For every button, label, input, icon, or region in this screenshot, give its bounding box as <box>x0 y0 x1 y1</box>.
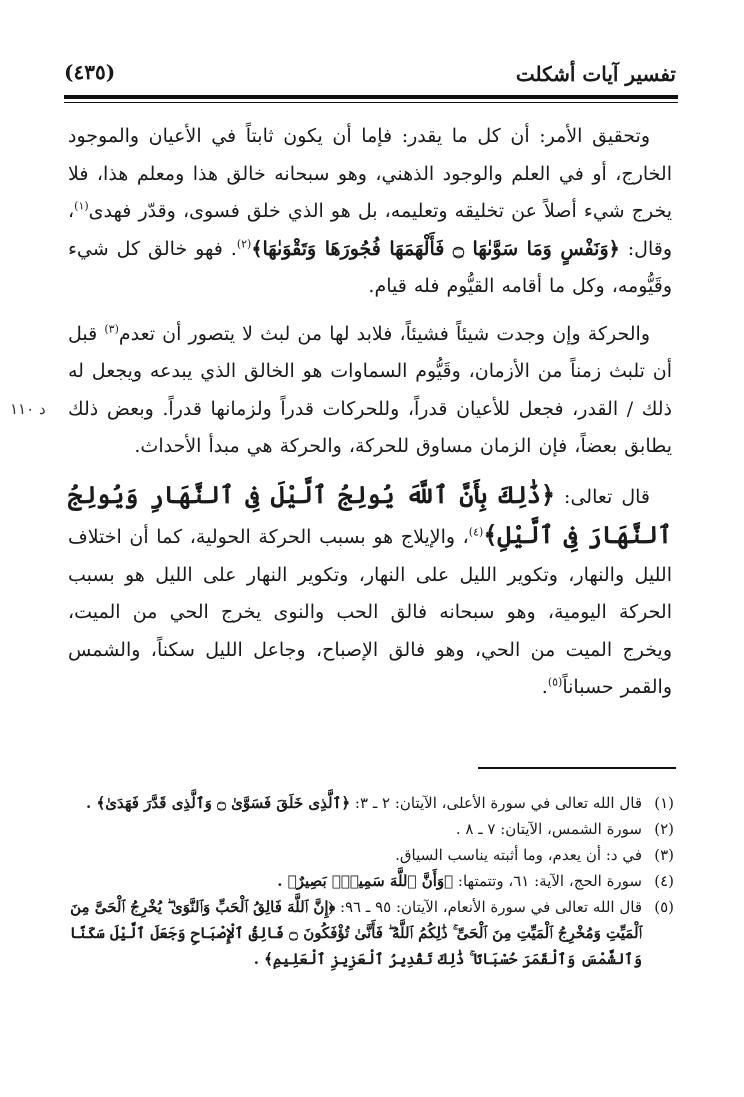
footnote-number: (٢) <box>654 820 674 838</box>
footnote-body: قال الله تعالى في سورة الأنعام، الآيتان: ٩٥ ـ ٩٦: <box>335 898 642 916</box>
page-header <box>64 58 676 94</box>
footnote-2 <box>66 816 674 842</box>
text-span: ، وقال: <box>68 200 672 260</box>
footnote-ref: (٥) <box>547 675 563 689</box>
main-text <box>68 118 672 707</box>
footnote-text <box>66 868 642 894</box>
text-span: . فهو خالق كل شيء وقَيُّومه، وكل ما أقامه القيُّوم فله قيام. <box>68 237 672 297</box>
page-number: (٤٣٥) <box>64 60 116 84</box>
text-span: ، والإيلاج هو بسبب الحركة الحولية، كما أن اختلاف الليل والنهار، وتكوير الليل على النهار، وتكوير النهار على الليل هو بسبب الحركة اليومية، وهو سبحانه فالق الحب والنوى يخرج الحي من الميت، ويخرج الميت من الحي، وهو فالق الإصباح، وجاعل الليل سكناً، والشمس والقمر حسباناً <box>68 526 672 698</box>
footnotes <box>66 790 674 972</box>
header-rule-thin <box>64 102 678 103</box>
footnote-text <box>66 816 642 842</box>
text-span: . <box>541 676 548 698</box>
footnote-5 <box>66 894 674 972</box>
paragraph-3 <box>68 476 672 707</box>
footnote-text <box>66 894 642 972</box>
footnote-body: سورة الحج، الآية: ٦١، وتتمتها: <box>453 872 642 890</box>
footnote-number: (٥) <box>654 898 674 916</box>
running-title: تفسير آيات أشكلت <box>515 62 676 86</box>
manuscript-margin-note: د ١١٠ <box>10 400 46 418</box>
footnote-1 <box>66 790 674 816</box>
footnote-quran: ﴿وَأَنَّ ٱللَّهَ سَمِيعٌۢ بَصِيرٌ﴾ . <box>277 872 454 890</box>
text-span: وتحقيق الأمر: أن كل ما يقدر: فإما أن يكون ثابتاً في الأعيان والموجود الخارج، أو في العلم والوجود الذهني، وهو سبحانه خالق هذا ومعلم هذا، فلا يخرج شيء أصلاً عن تخليقه وتعليمه، بل هو الذي خلق فسوى، وقدّر فهدى <box>68 125 672 222</box>
paragraph-2 <box>68 316 672 466</box>
footnote-3 <box>66 842 674 868</box>
text-span: قال تعالى: <box>555 485 650 508</box>
footnote-number: (١) <box>654 794 674 812</box>
footnote-text <box>66 790 642 816</box>
footnote-ref: (٢) <box>236 237 252 251</box>
header-rule-thick <box>64 95 678 99</box>
footnote-quran: ﴿ٱلَّذِى خَلَقَ فَسَوَّىٰ ۝ وَٱلَّذِى قَدَّرَ فَهَدَىٰ﴾ . <box>86 794 351 812</box>
footnote-ref: (٣) <box>104 322 119 336</box>
quran-verse: ﴿ذَٰلِكَ بِأَنَّ ٱللَّهَ يُولِجُ ٱلَّيْلَ فِى ٱلنَّهَارِ وَيُولِجُ ٱلنَّهَارَ فِى ٱلَّيْلِ﴾ <box>68 479 672 549</box>
footnote-ref: (١) <box>74 199 89 213</box>
paragraph-1 <box>68 118 672 306</box>
footnote-body: قال الله تعالى في سورة الأعلى، الآيتان: ٢ ـ ٣: <box>350 794 642 812</box>
footnote-ref: (٤) <box>468 525 484 539</box>
footnote-4 <box>66 868 674 894</box>
text-span: والحركة وإن وجدت شيئاً فشيئاً، فلابد لها من لبث لا يتصور أن تعدم <box>118 322 650 345</box>
footnote-body: في د: أن يعدم، وما أثبته يناسب السياق. <box>395 846 642 864</box>
footnote-quran: ﴿إِنَّ ٱللَّهَ فَالِقُ ٱلْحَبِّ وَٱلنَّوَىٰ ۖ يُخْرِجُ ٱلْحَىَّ مِنَ ٱلْمَيِّتِ وَمُخْرِجُ ٱلْمَيِّتِ مِنَ ٱلْحَىِّ ۚ ذَٰلِكُمُ ٱللَّهُ ۖ فَأَنَّىٰ تُؤْفَكُونَ ۝ فَالِقُ ٱلْإِصْبَاحِ وَجَعَلَ ٱلَّيْلَ سَكَنًا وَٱلشَّمْسَ وَٱلْقَمَرَ حُسْبَانًا ۚ ذَٰلِكَ تَقْدِيرُ ٱلْعَزِيزِ ٱلْعَلِيمِ﴾ . <box>69 898 642 968</box>
footnote-body: سورة الشمس، الآيتان: ٧ ـ ٨ . <box>455 820 642 838</box>
footnote-number: (٤) <box>654 872 674 890</box>
quran-verse: ﴿وَنَفْسٍ وَمَا سَوَّىٰهَا ۝ فَأَلْهَمَهَا فُجُورَهَا وَتَقْوَىٰهَا﴾ <box>251 237 620 260</box>
footnote-separator <box>478 767 676 769</box>
footnote-text <box>66 842 642 868</box>
footnote-number: (٣) <box>654 846 674 864</box>
text-span: قبل أن تلبث زمناً من الأزمان، وقَيُّوم السماوات هو الخالق الذي يبدعه ويجعل له ذلك / القدر، فجعل للأعيان قدراً، وللحركات قدراً ولزمانها قدراً. وبعض ذلك يطابق بعضاً، فإن الزمان مساوق للحركة، والحركة هي مبدأ الأحداث. <box>68 322 672 457</box>
